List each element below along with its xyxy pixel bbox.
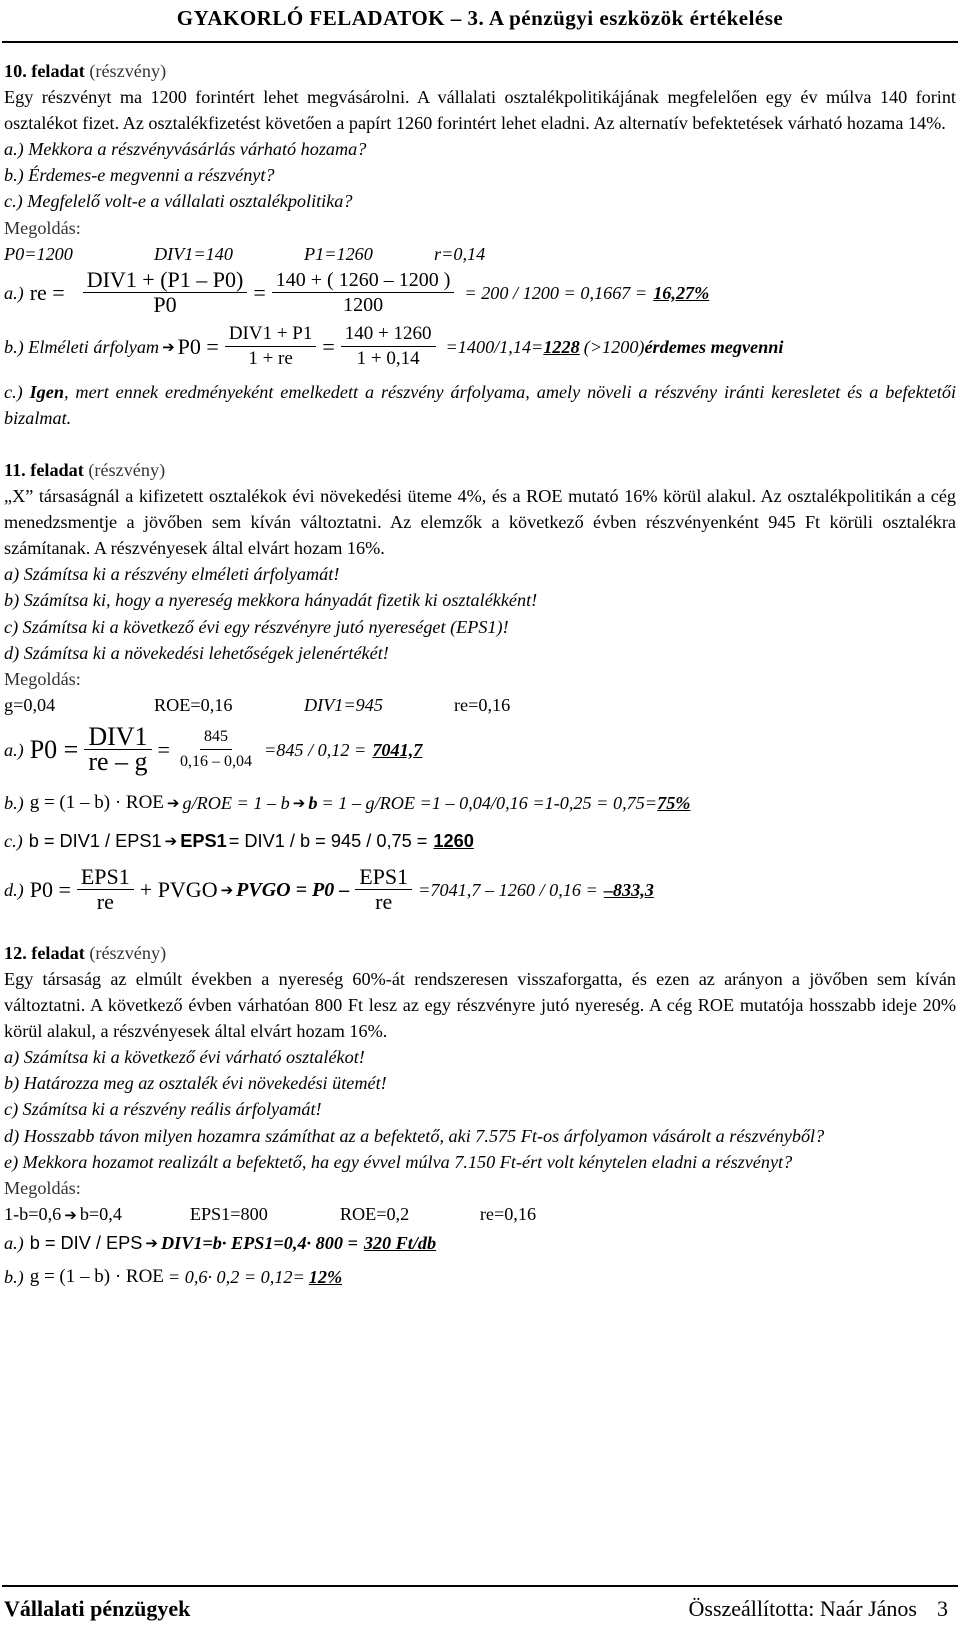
eq-rest: = 1 – g/ROE =1 – 0,04/0,16 =1-0,25 = 0,75= <box>321 792 658 813</box>
task12-question-b: b) Határozza meg az osztalék évi növekedési ütemét! <box>4 1073 387 1094</box>
given-value: re=0,16 <box>479 1203 537 1224</box>
given-value: 1-b=0,6 <box>4 1203 62 1224</box>
eq-denominator: 1 + re <box>248 348 293 370</box>
eq-answer: 1260 <box>433 830 474 851</box>
spacer <box>4 431 956 457</box>
header-rule <box>2 41 958 43</box>
eq-numerator: DIV1 + P1 <box>225 322 317 347</box>
task11-question-d: d) Számítsa ki a növekedési lehetőségek jelenértékét! <box>4 642 389 663</box>
document-body <box>4 58 956 1292</box>
given-value: P1=1260 <box>304 243 373 264</box>
eq-result: =845 / 0,12 = <box>263 739 367 760</box>
task12-title: 12. feladat <box>4 942 85 963</box>
task11-heading <box>4 457 956 483</box>
eq-label: a.) <box>4 282 24 303</box>
eq-sign: = <box>253 279 266 305</box>
eq-denominator: 1200 <box>343 294 384 317</box>
eq-formula: g = (1 – b) · ROE <box>29 791 164 813</box>
task11-text: „X” társaságnál a kifizetett osztalékok évi növekedési üteme 4%, és a ROE mutató 16% körül alakul. Az osztalékpolitikán a cég menedzsmentje a jövőben sem kíván változtatni. Az elemzők a következő évben részvényenként 945 Ft körüli osztalékra számítanak. A részvényesek által elvárt hozam 16%. <box>4 486 956 559</box>
task11-title: 11. feladat <box>4 459 84 480</box>
task10-title: 10. feladat <box>4 61 85 81</box>
task12-given <box>4 1201 956 1228</box>
footer-author-text: Összeállította: Naár János <box>688 1596 917 1621</box>
task12-question-a: a) Számítsa ki a következő évi várható osztalékot! <box>4 1047 365 1068</box>
given-value: re=0,16 <box>454 694 511 715</box>
eq-label: b.) <box>4 1266 24 1287</box>
spacer <box>4 918 956 940</box>
eq-tail: (>1200) <box>583 336 645 357</box>
eq-label: c.) <box>4 830 23 851</box>
eq-denominator: re <box>375 889 393 915</box>
task10-solution-label: Megoldás: <box>4 217 81 238</box>
task11-question-a: a) Számítsa ki a részvény elméleti árfolyamát! <box>4 564 340 585</box>
eq-bold: b <box>308 792 318 813</box>
task10-eq-a <box>4 267 956 319</box>
eq-answer: érdemes megvenni <box>644 336 784 357</box>
eq-rest: = 0,6· 0,2 = 0,12= <box>167 1266 305 1287</box>
arrow-icon: ➔ <box>292 793 306 812</box>
page-header: GYAKORLÓ FELADATOK – 3. A pénzügyi eszközök értékelése <box>176 6 784 30</box>
eq-fraction <box>176 725 256 774</box>
task11-question-b: b) Számítsa ki, hogy a nyereség mekkora hányadát fizetik ki osztalékként! <box>4 590 538 611</box>
eq-denominator: re – g <box>88 747 148 777</box>
arrow-icon: ➔ <box>164 831 178 850</box>
eq-numerator: 140 + ( 1260 – 1200 ) <box>272 268 455 293</box>
footer-course: Vállalati pénzügyek <box>4 1596 191 1621</box>
answer-bold: Igen <box>29 381 64 402</box>
eq-fraction <box>83 268 248 317</box>
task10-type: (részvény) <box>89 61 167 81</box>
eq-bold: DIV1=b· EPS1=0,4· 800 = <box>161 1232 358 1253</box>
task12-heading <box>4 940 956 966</box>
task12-type: (részvény) <box>89 942 167 963</box>
eq-formula: b = DIV / EPS <box>29 1232 143 1253</box>
eq-denominator: P0 <box>153 292 177 318</box>
page-number: 3 <box>937 1596 948 1621</box>
eq-numerator: DIV1 <box>84 725 151 750</box>
eq-numerator: DIV1 + (P1 – P0) <box>83 268 248 293</box>
eq-plus: + PVGO <box>139 876 218 902</box>
eq-lhs: P0 = <box>177 333 219 359</box>
task11-eq-c <box>4 826 956 856</box>
task12-eq-a <box>4 1228 956 1258</box>
task10-eq-b <box>4 321 956 373</box>
eq-fraction <box>77 865 134 914</box>
task11-type: (részvény) <box>88 459 166 480</box>
given-value: EPS1=800 <box>189 1203 268 1224</box>
task11-solution-label: Megoldás: <box>4 668 81 689</box>
arrow-icon: ➔ <box>166 793 180 812</box>
eq-fraction <box>225 322 317 371</box>
eq-label: b.) Elméleti árfolyam <box>4 336 160 357</box>
eq-result: = 200 / 1200 = 0,1667 = <box>464 282 648 303</box>
eq-rest: = DIV1 / b = 945 / 0,75 = <box>228 830 428 851</box>
eq-denominator: re <box>96 889 114 915</box>
task11-given <box>4 692 956 718</box>
task12-solution-label: Megoldás: <box>4 1177 81 1198</box>
given-value: g=0,04 <box>4 694 56 715</box>
eq-fraction <box>355 865 412 914</box>
task10-heading <box>4 58 956 84</box>
eq-sign: = <box>322 333 335 359</box>
eq-label: b.) <box>4 792 24 813</box>
given-value: DIV1=140 <box>154 243 233 264</box>
eq-answer: 16,27% <box>653 282 710 303</box>
task11-question-c: c) Számítsa ki a következő évi egy részvényre jutó nyereséget (EPS1)! <box>4 616 509 637</box>
eq-lhs: P0 = <box>29 876 71 902</box>
eq-numerator: 140 + 1260 <box>341 322 436 347</box>
eq-result: =7041,7 – 1260 / 0,16 = <box>418 879 598 900</box>
task12-question-d: d) Hosszabb távon milyen hozamra számíthat az a befektető, aki 7.575 Ft-os árfolyamon vásárolt a részvényből? <box>4 1125 825 1146</box>
eq-numerator: EPS1 <box>355 865 412 890</box>
given-value: ROE=0,16 <box>154 694 233 715</box>
task12-text: Egy társaság az elmúlt években a nyereség 60%-át rendszeresen visszaforgatta, és ezen az arányon a jövőben sem kíván változtatni. A következő évben várhatóan 800 Ft lesz az egy részvényre jutó nyereség. A cég ROE mutatója hosszabb ideje 20% körül alakul, a részvényesek által elvárt hozam 16%. <box>4 968 956 1042</box>
task10-question-c: c.) Megfelelő volt-e a vállalati osztalékpolitika? <box>4 191 353 212</box>
given-value: ROE=0,2 <box>339 1203 410 1224</box>
eq-denominator: 0,16 – 0,04 <box>179 753 252 771</box>
arrow-icon: ➔ <box>64 1205 77 1224</box>
eq-bold: EPS1 <box>180 830 227 851</box>
eq-result: =1400/1,14= <box>445 336 544 357</box>
eq-pvgo: PVGO = P0 – <box>236 878 350 901</box>
given-value: P0=1200 <box>4 243 73 264</box>
eq-formula: g = (1 – b) · ROE <box>29 1265 164 1287</box>
task10-given <box>4 241 956 267</box>
task12-question-c: c) Számítsa ki a részvény reális árfolyamát! <box>4 1099 322 1120</box>
eq-label: a.) <box>4 1232 24 1253</box>
eq-denominator: 1 + 0,14 <box>356 348 420 370</box>
task12-question-e: e) Mekkora hozamot realizált a befektető, ha egy évvel múlva 7.150 Ft-ért volt kénytelen eladni a részvényt? <box>4 1151 793 1172</box>
eq-fraction <box>84 722 151 777</box>
eq-label: c.) <box>4 381 23 402</box>
eq-mid: g/ROE = 1 – b <box>182 792 290 813</box>
given-value: r=0,14 <box>434 243 486 264</box>
eq-fraction <box>272 268 455 317</box>
task11-eq-d <box>4 862 956 918</box>
given-value: b=0,4 <box>79 1203 122 1224</box>
eq-numerator: EPS1 <box>77 865 134 890</box>
eq-answer: 75% <box>657 792 691 813</box>
task10-text: Egy részvényt ma 1200 forintért lehet megvásárolni. A vállalati osztalékpolitikájának megfelelően egy év múlva 140 forint osztalékot fizet. Az osztalékfizetést követően a papírt 1260 forintért lehet eladni. Az alternatív befektetések várható hozama 14%. <box>4 87 956 134</box>
eq-label: d.) <box>4 879 24 900</box>
arrow-icon: ➔ <box>162 337 175 356</box>
eq-lhs: re = <box>29 279 65 305</box>
eq-lhs: P0 = <box>29 734 79 764</box>
eq-answer: –833,3 <box>603 879 654 900</box>
eq-numerator: 845 <box>200 725 232 750</box>
eq-label: a.) <box>4 739 24 760</box>
task10-question-a: a.) Mekkora a részvényvásárlás várható hozama? <box>4 139 367 160</box>
task11-eq-b <box>4 788 956 818</box>
footer-rule <box>2 1585 958 1587</box>
eq-formula: b = DIV1 / EPS1 <box>28 830 162 851</box>
eq-fraction <box>341 322 436 371</box>
answer-text: , mert ennek eredményeként emelkedett a részvény árfolyama, amely növeli a részvény iránti keresletet és a befektetői bizalmat. <box>4 381 956 428</box>
eq-value: 1228 <box>543 336 580 357</box>
arrow-icon: ➔ <box>145 1233 158 1252</box>
task12-eq-b <box>4 1262 956 1292</box>
task11-eq-a <box>4 722 956 778</box>
footer-author <box>689 1596 949 1622</box>
task10-answer-c <box>4 379 956 431</box>
eq-answer: 12% <box>308 1266 343 1287</box>
task10-question-b: b.) Érdemes-e megvenni a részvényt? <box>4 165 275 186</box>
given-value: DIV1=945 <box>304 694 383 715</box>
arrow-icon: ➔ <box>220 880 234 899</box>
eq-sign: = <box>157 736 170 762</box>
eq-answer: 320 Ft/db <box>363 1232 437 1253</box>
eq-answer: 7041,7 <box>372 739 423 760</box>
